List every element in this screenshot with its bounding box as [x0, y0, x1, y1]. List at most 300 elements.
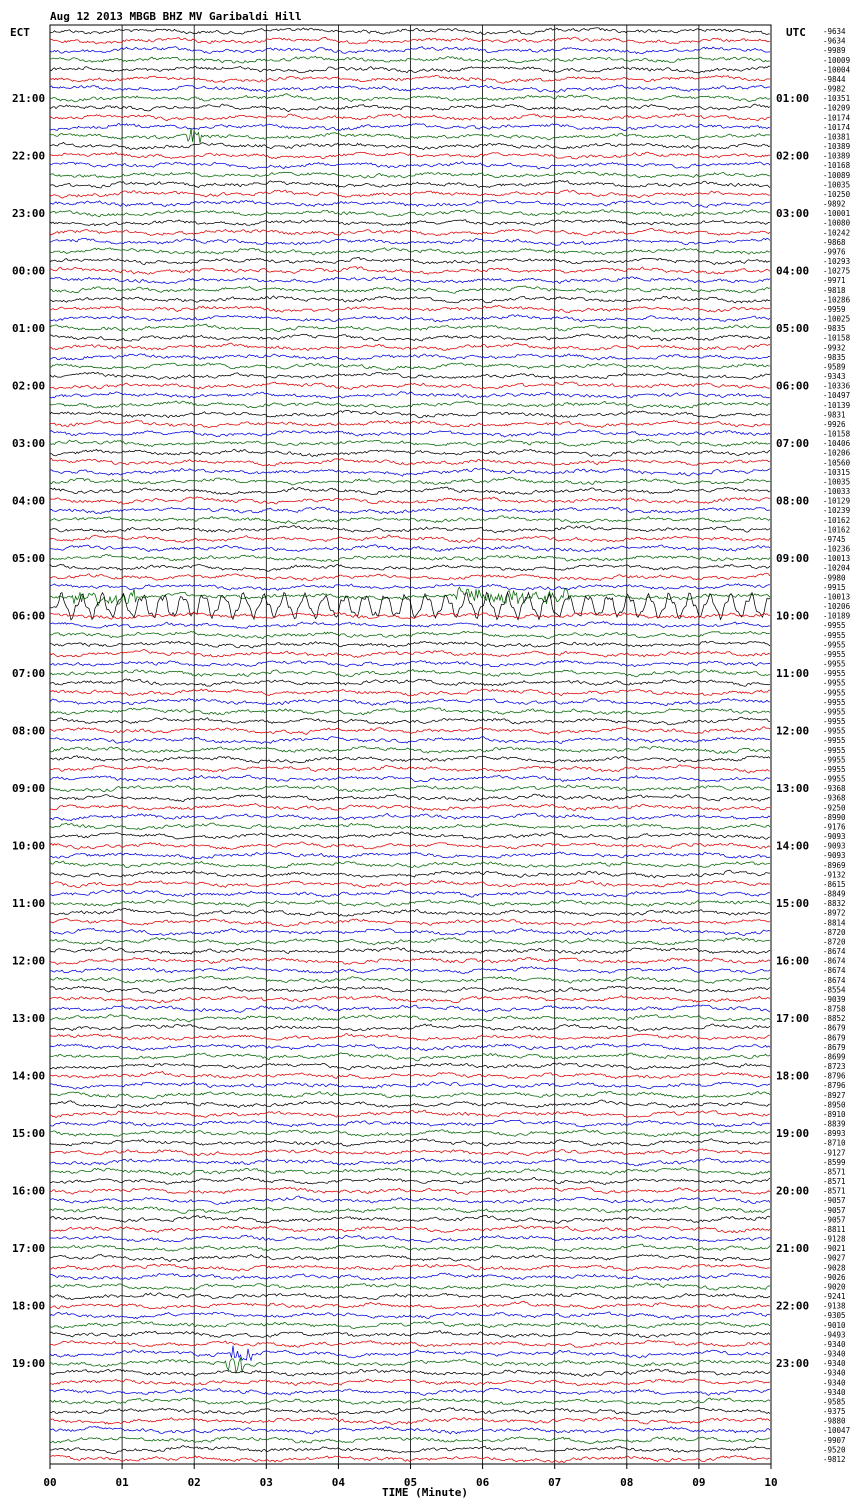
trace-offset-label: -10293	[823, 257, 851, 266]
trace-offset-label: -9955	[823, 755, 846, 765]
trace-offset-label: -9634	[823, 36, 846, 46]
seismic-trace	[50, 804, 770, 812]
trace-offset-label: -10250	[823, 189, 851, 199]
trace-offset-label: -8723	[823, 1062, 846, 1072]
trace-offset-label: -9250	[823, 803, 846, 813]
x-tick-label: 10	[764, 1476, 778, 1489]
trace-offset-label: -9093	[823, 841, 846, 851]
trace-offset-label: -10351	[823, 94, 851, 104]
seismic-trace	[50, 918, 770, 927]
trace-offset-label: -10336	[823, 381, 851, 391]
hour-label-utc: 08:00	[776, 494, 810, 508]
hour-label-utc: 03:00	[776, 207, 810, 221]
seismic-trace	[50, 765, 770, 773]
seismic-trace	[50, 957, 770, 964]
trace-offset-label: -9340	[823, 1368, 846, 1378]
hour-label-ect: 04:00	[12, 494, 46, 508]
hour-label-utc: 16:00	[776, 954, 810, 968]
trace-offset-label: -9955	[823, 745, 846, 755]
seismic-trace	[50, 1177, 770, 1184]
trace-offset-label: -9057	[823, 1215, 846, 1225]
trace-offset-label: -9340	[823, 1378, 846, 1388]
trace-offset-label: -9093	[823, 851, 846, 861]
seismic-trace	[50, 1398, 770, 1405]
trace-offset-label: -9955	[823, 774, 846, 784]
seismic-trace	[50, 813, 770, 821]
trace-offset-label: -9955	[823, 697, 846, 707]
trace-offset-label: -10033	[823, 487, 851, 496]
trace-offset-label: -8679	[823, 1023, 846, 1033]
seismic-trace	[50, 1158, 770, 1166]
trace-offset-label: -8554	[823, 985, 846, 995]
trace-offset-label: -9818	[823, 285, 846, 295]
trace-offset-label: -10209	[823, 103, 851, 113]
seismic-trace	[50, 746, 770, 753]
trace-offset-label: -10158	[823, 333, 851, 343]
trace-offset-label: -9340	[823, 1340, 846, 1349]
seismic-trace	[50, 430, 770, 437]
seismic-trace	[50, 1033, 770, 1040]
trace-offset-label: -10158	[823, 429, 851, 439]
trace-offset-label: -10162	[823, 515, 851, 525]
seismic-trace	[50, 737, 770, 744]
hour-label-ect: 11:00	[12, 897, 46, 911]
hour-label-ect: 05:00	[12, 552, 46, 566]
trace-offset-label: -9520	[823, 1445, 846, 1455]
seismic-trace	[50, 1100, 770, 1108]
hour-label-utc: 01:00	[776, 92, 810, 106]
hour-label-utc: 10:00	[776, 609, 810, 623]
seismic-trace	[50, 354, 770, 360]
trace-offset-label: -10035	[823, 180, 851, 190]
seismic-trace	[50, 516, 770, 524]
seismic-trace	[50, 1340, 770, 1347]
seismic-trace	[50, 229, 770, 236]
seismic-trace	[50, 277, 770, 284]
trace-offset-label: -9880	[823, 1416, 846, 1426]
seismic-trace	[50, 526, 770, 533]
trace-offset-label: -8950	[823, 1100, 846, 1110]
hour-label-ect: 10:00	[12, 839, 46, 853]
x-tick-label: 01	[115, 1476, 129, 1489]
seismic-trace	[50, 410, 770, 418]
seismic-trace	[50, 900, 770, 907]
seismic-trace	[50, 28, 770, 35]
seismic-trace	[50, 775, 770, 782]
trace-offset-label: -9021	[823, 1244, 846, 1254]
hour-label-utc: 18:00	[776, 1069, 810, 1083]
trace-offset-label: -9745	[823, 534, 846, 544]
seismic-trace	[50, 621, 770, 628]
right-axis-label: UTC	[786, 26, 806, 39]
seismic-trace	[50, 612, 770, 619]
hour-label-ect: 09:00	[12, 782, 46, 796]
seismic-trace	[50, 401, 770, 408]
hour-label-utc: 02:00	[776, 149, 810, 163]
seismic-trace	[50, 1358, 770, 1373]
trace-offset-label: -8972	[823, 908, 846, 918]
seismic-trace	[50, 823, 770, 830]
trace-offset-label: -10389	[823, 151, 851, 161]
seismic-trace	[50, 996, 770, 1003]
seismic-trace	[50, 679, 770, 686]
trace-offset-label: -9971	[823, 276, 846, 286]
trace-offset-label: -8796	[823, 1071, 846, 1081]
seismic-trace	[50, 1321, 770, 1329]
hour-label-ect: 15:00	[12, 1127, 46, 1141]
x-tick-label: 00	[43, 1476, 57, 1489]
trace-offset-label: -10129	[823, 496, 851, 506]
trace-offset-label: -10206	[823, 602, 851, 611]
x-tick-label: 07	[548, 1476, 562, 1489]
seismic-trace	[50, 967, 770, 974]
seismic-trace	[50, 305, 770, 312]
hour-label-utc: 17:00	[776, 1012, 810, 1026]
trace-offset-label: -10168	[823, 161, 851, 171]
seismic-trace	[50, 334, 770, 341]
seismic-trace	[50, 220, 770, 226]
x-tick-label: 06	[475, 1476, 490, 1489]
hour-label-ect: 12:00	[12, 954, 46, 968]
hour-label-utc: 14:00	[776, 839, 810, 853]
hour-label-ect: 18:00	[12, 1299, 46, 1313]
seismic-trace	[50, 1417, 770, 1424]
seismic-trace	[50, 85, 770, 92]
trace-offset-label: -10275	[823, 266, 851, 276]
trace-offset-label: -9955	[823, 707, 846, 717]
trace-offset-label: -10236	[823, 544, 851, 554]
seismic-trace	[50, 343, 770, 351]
trace-offset-label: -9368	[823, 793, 846, 803]
trace-offset-label: -10381	[823, 132, 851, 142]
trace-offset-label: -8615	[823, 880, 846, 889]
trace-offset-label: -10162	[823, 525, 851, 535]
hour-label-utc: 15:00	[776, 897, 810, 911]
trace-offset-label: -9955	[823, 726, 846, 736]
seismic-trace	[50, 938, 770, 946]
seismic-trace	[50, 392, 770, 399]
seismic-trace	[50, 1215, 770, 1223]
x-tick-label: 08	[620, 1476, 634, 1489]
seismic-trace	[50, 162, 770, 169]
hour-label-ect: 13:00	[12, 1012, 46, 1026]
seismic-trace	[50, 650, 770, 658]
trace-offset-label: -8796	[823, 1081, 846, 1091]
seismic-trace	[50, 555, 770, 562]
seismic-trace	[50, 1437, 770, 1444]
trace-offset-label: -10315	[823, 467, 851, 477]
seismic-trace	[50, 1053, 770, 1061]
seismic-trace	[50, 1015, 770, 1022]
trace-offset-label: -9955	[823, 621, 846, 631]
trace-offset-label: -8679	[823, 1042, 846, 1052]
seismic-trace	[50, 104, 770, 112]
trace-offset-label: -8993	[823, 1129, 846, 1139]
hour-label-utc: 23:00	[776, 1357, 810, 1371]
hour-label-utc: 19:00	[776, 1127, 810, 1141]
trace-offset-label: -9340	[823, 1387, 846, 1397]
seismic-trace	[50, 497, 770, 504]
trace-offset-label: -9368	[823, 784, 846, 794]
trace-offset-label: -10025	[823, 314, 851, 324]
seismic-trace	[50, 37, 770, 44]
hour-label-utc: 09:00	[776, 552, 810, 566]
seismic-trace	[50, 1426, 770, 1433]
trace-offset-label: -8811	[823, 1225, 846, 1234]
x-tick-label: 02	[187, 1476, 201, 1489]
seismic-trace	[50, 1072, 770, 1080]
trace-offset-label: -9057	[823, 1196, 846, 1206]
seismic-trace	[50, 487, 770, 495]
seismic-trace	[50, 1063, 770, 1070]
trace-offset-label: -9132	[823, 870, 846, 880]
left-hour-labels	[12, 92, 45, 1370]
trace-offset-label: -8852	[823, 1014, 846, 1024]
seismic-trace	[50, 1092, 770, 1099]
seismic-trace	[50, 1312, 770, 1319]
trace-offset-label: -9955	[823, 669, 846, 679]
seismic-trace	[50, 257, 770, 264]
hour-label-ect: 17:00	[12, 1242, 46, 1256]
seismic-trace	[50, 545, 770, 552]
seismic-trace	[50, 727, 770, 735]
seismic-trace	[50, 372, 770, 379]
trace-offset-label: -8571	[823, 1186, 846, 1196]
trace-offset-label: -10204	[823, 563, 851, 573]
seismic-traces	[50, 28, 770, 1463]
trace-offset-label: -10004	[823, 65, 851, 75]
seismic-trace	[50, 1005, 770, 1012]
trace-offset-label: -9955	[823, 678, 846, 688]
seismic-trace	[50, 699, 770, 706]
trace-offset-label: -10080	[823, 218, 851, 228]
trace-offset-labels	[823, 27, 851, 1464]
seismic-trace	[50, 832, 770, 839]
seismic-trace	[50, 363, 770, 370]
seismic-trace	[50, 1187, 770, 1195]
seismic-trace	[50, 1293, 770, 1300]
trace-offset-label: -10206	[823, 448, 851, 458]
seismic-trace	[50, 535, 770, 543]
seismic-trace	[50, 1226, 770, 1233]
x-tick-label: 04	[331, 1476, 346, 1489]
trace-offset-label: -8571	[823, 1167, 846, 1177]
hour-label-ect: 23:00	[12, 207, 46, 221]
seismic-trace	[50, 1254, 770, 1262]
seismic-trace	[50, 660, 770, 666]
hour-label-ect: 22:00	[12, 149, 46, 163]
trace-offset-label: -9340	[823, 1349, 846, 1359]
trace-offset-label: -9375	[823, 1407, 846, 1417]
seismic-trace	[50, 1167, 770, 1175]
hour-label-ect: 14:00	[12, 1069, 46, 1083]
seismic-trace	[50, 861, 770, 869]
seismic-trace	[50, 459, 770, 467]
trace-offset-label: -9982	[823, 84, 846, 94]
seismic-trace	[50, 94, 770, 102]
hour-label-utc: 13:00	[776, 782, 810, 796]
trace-offset-label: -9634	[823, 27, 846, 36]
seismic-trace	[50, 986, 770, 993]
seismic-trace	[50, 948, 770, 955]
seismic-trace	[50, 315, 770, 322]
trace-offset-label: -9589	[823, 362, 846, 372]
seismic-trace	[50, 1120, 770, 1127]
seismic-trace	[50, 114, 770, 121]
seismic-trace	[50, 756, 770, 763]
seismic-trace	[50, 286, 770, 293]
trace-offset-label: -10389	[823, 142, 851, 151]
trace-offset-label: -8674	[823, 947, 846, 957]
seismic-trace	[50, 1283, 770, 1290]
seismic-trace	[50, 785, 770, 792]
hour-label-ect: 07:00	[12, 667, 46, 681]
hour-label-utc: 22:00	[776, 1299, 810, 1313]
hour-label-ect: 06:00	[12, 609, 46, 623]
trace-offset-label: -8674	[823, 956, 846, 966]
seismic-trace	[50, 573, 770, 581]
trace-offset-label: -9926	[823, 419, 846, 429]
seismic-trace	[50, 1130, 770, 1137]
seismic-trace	[50, 908, 770, 916]
seismic-trace	[50, 670, 770, 677]
seismic-trace	[50, 449, 770, 456]
trace-offset-label: -9976	[823, 247, 846, 257]
trace-offset-label: -8849	[823, 889, 846, 899]
trace-offset-label: -9241	[823, 1292, 846, 1302]
trace-offset-label: -9932	[823, 343, 846, 353]
trace-offset-label: -10560	[823, 458, 851, 468]
trace-offset-label: -9340	[823, 1359, 846, 1369]
trace-offset-label: -9176	[823, 822, 846, 832]
seismic-trace	[50, 881, 770, 888]
seismic-trace	[50, 477, 770, 485]
trace-offset-label: -9138	[823, 1301, 846, 1311]
seismic-trace	[50, 200, 770, 207]
seismic-trace	[50, 66, 770, 73]
seismic-trace	[50, 468, 770, 476]
trace-offset-label: -9343	[823, 372, 846, 381]
trace-offset-label: -10009	[823, 55, 851, 65]
right-hour-labels	[776, 92, 809, 1370]
trace-offset-label: -9955	[823, 659, 846, 669]
trace-offset-label: -9127	[823, 1148, 846, 1158]
trace-offset-label: -9892	[823, 199, 846, 209]
seismic-trace	[50, 171, 770, 178]
seismic-trace	[50, 1149, 770, 1156]
trace-offset-label: -9039	[823, 995, 846, 1004]
trace-offset-label: -9915	[823, 582, 846, 592]
trace-offset-label: -8699	[823, 1052, 846, 1062]
seismic-trace	[50, 75, 770, 83]
seismic-trace	[50, 56, 770, 63]
trace-offset-label: -9868	[823, 237, 846, 247]
trace-offset-label: -9026	[823, 1272, 846, 1282]
seismic-trace	[50, 324, 770, 332]
hour-label-utc: 07:00	[776, 437, 810, 451]
seismic-trace	[50, 248, 770, 255]
trace-offset-label: -9128	[823, 1234, 846, 1244]
seismic-trace	[50, 507, 770, 514]
seismic-trace	[50, 1244, 770, 1251]
trace-offset-label: -10089	[823, 170, 851, 180]
trace-offset-label: -9020	[823, 1282, 846, 1292]
seismic-trace	[50, 708, 770, 715]
seismic-trace	[50, 842, 770, 849]
trace-offset-label: -9959	[823, 304, 846, 314]
seismic-trace	[50, 1446, 770, 1454]
trace-offset-label: -10035	[823, 477, 851, 487]
hour-label-ect: 02:00	[12, 379, 46, 393]
x-tick-label: 03	[259, 1476, 273, 1489]
x-axis-label: TIME (Minute)	[381, 1486, 469, 1499]
hour-label-ect: 03:00	[12, 437, 46, 451]
seismic-trace	[50, 890, 770, 897]
x-tick-label: 09	[692, 1476, 706, 1489]
trace-offset-label: -10047	[823, 1426, 851, 1436]
seismic-trace	[50, 1139, 770, 1147]
trace-offset-label: -10239	[823, 506, 851, 516]
trace-offset-label: -8910	[823, 1110, 846, 1119]
seismic-trace	[50, 564, 770, 571]
seismic-trace	[50, 928, 770, 936]
hour-label-utc: 20:00	[776, 1184, 810, 1198]
hour-label-ect: 01:00	[12, 322, 46, 336]
trace-offset-label: -8599	[823, 1157, 846, 1167]
trace-offset-label: -9093	[823, 832, 846, 841]
seismic-trace	[50, 1024, 770, 1031]
seismic-trace	[50, 1455, 770, 1462]
trace-offset-label: -9955	[823, 688, 846, 698]
seismic-trace	[50, 142, 770, 149]
seismic-trace	[50, 1331, 770, 1338]
seismic-trace	[50, 1369, 770, 1376]
trace-offset-label: -10174	[823, 122, 851, 132]
hour-label-ect: 08:00	[12, 724, 46, 738]
trace-offset-label: -10139	[823, 400, 851, 410]
seismic-trace	[50, 584, 770, 591]
trace-offset-label: -9585	[823, 1397, 846, 1407]
trace-offset-label: -9835	[823, 352, 846, 362]
trace-offset-label: -10174	[823, 113, 851, 123]
x-tick-label: 05	[403, 1476, 418, 1489]
seismic-trace	[50, 1264, 770, 1271]
trace-offset-label: -9010	[823, 1320, 846, 1330]
trace-offset-label: -10189	[823, 611, 851, 621]
seismic-trace	[50, 439, 770, 446]
seismic-trace	[50, 1196, 770, 1204]
trace-offset-label: -9057	[823, 1205, 846, 1215]
seismic-trace	[50, 641, 770, 648]
seismic-trace	[50, 267, 770, 275]
seismic-trace	[50, 152, 770, 159]
hour-label-utc: 12:00	[776, 724, 810, 738]
hour-label-ect: 21:00	[12, 92, 46, 106]
hour-label-utc: 06:00	[776, 379, 810, 393]
chart-title: Aug 12 2013 MBGB BHZ MV Garibaldi Hill	[50, 10, 302, 23]
trace-offset-label: -8571	[823, 1177, 846, 1187]
trace-offset-label: -9989	[823, 46, 846, 56]
seismic-trace	[50, 1346, 770, 1361]
trace-offset-label: -8758	[823, 1004, 846, 1014]
trace-offset-label: -10497	[823, 391, 851, 401]
seismic-trace	[50, 1044, 770, 1051]
trace-offset-label: -9844	[823, 74, 846, 84]
seismic-trace	[50, 128, 770, 143]
trace-offset-label: -9028	[823, 1263, 846, 1273]
seismic-trace	[50, 1379, 770, 1386]
trace-offset-label: -9955	[823, 717, 846, 726]
